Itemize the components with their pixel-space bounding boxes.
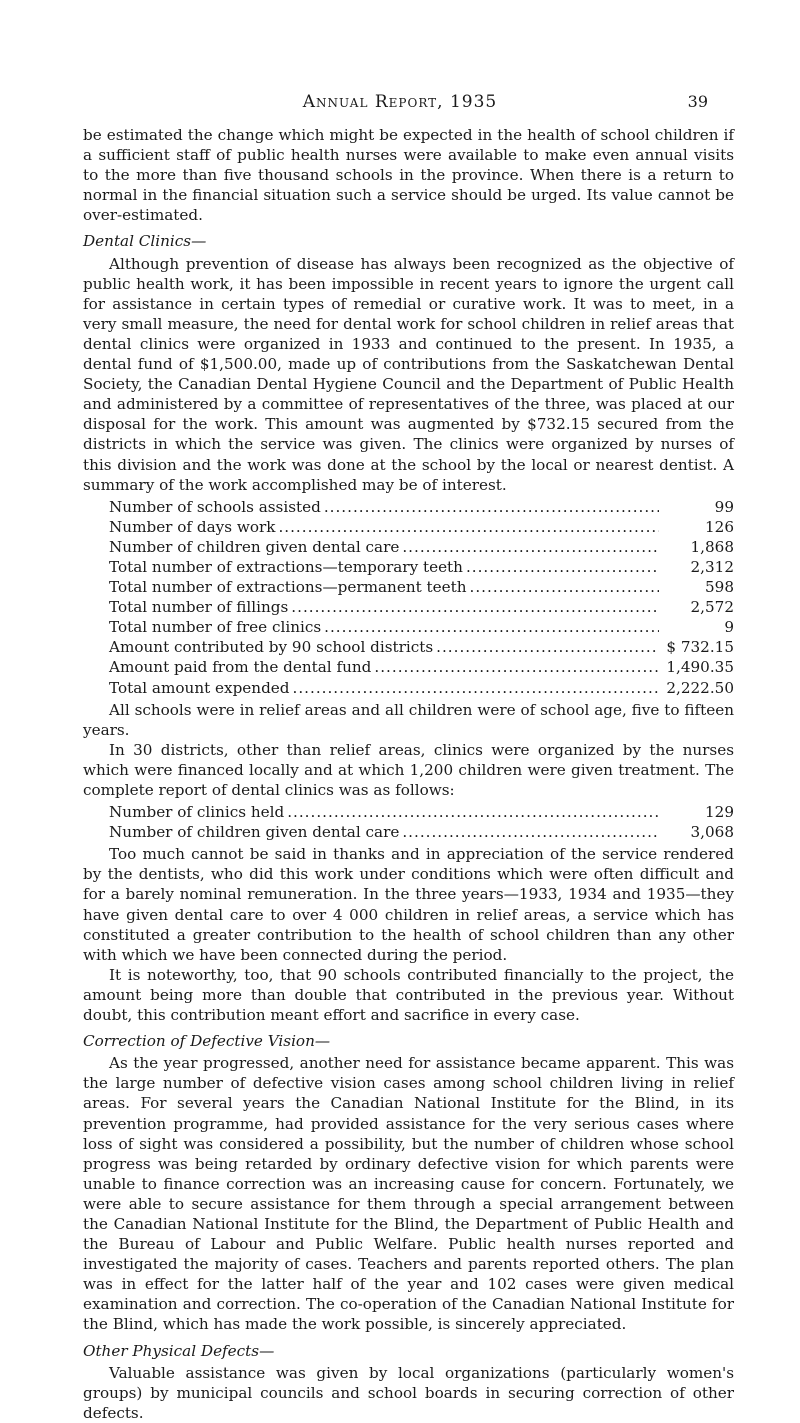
summary-row: [109, 497, 734, 517]
running-title: Annual Report, 1935: [302, 92, 498, 112]
summary-value: 1,490.35: [666, 658, 734, 677]
vision-paragraph-1: As the year progressed, another need for assistance became apparent. This was the large number of defective vision cases among school children living in relief areas. For several years the Canadian National Institute for the Blind, in its prevention programme, had provided assistance for the very serious cases where loss of sight was considered a possibility, but the number of children whose school progress was being retarded by ordinary defective vision for which parents were unable to finance correction was an increasing cause for concern. Fortunately, we were able to secure assistance for them through a special arrangement between the Canadian National Institute for the Blind, the Department of Public Health and the Bureau of Labour and Public Welfare. Public health nurses reported and investigated the majority of cases. Teachers and parents reported others. The plan was in effect for the latter half of the year and 102 cases were given medical examination and correction. The co-operation of the Canadian National Institute for the Blind, which has made the work possible, is sincerely appreciated.: [83, 1054, 734, 1334]
summary-label: Number of schools assisted: [109, 497, 321, 516]
summary-label: Total number of free clinics: [109, 618, 322, 637]
dental-paragraph-5: It is noteworthy, too, that 90 schools contributed financially to the project, the amount being more than double that contributed in the previous year. Without doubt, this contribution meant effort and sacrifice in every case.: [83, 965, 734, 1025]
summary-value: 598: [705, 578, 734, 597]
intro-paragraph: be estimated the change which might be expected in the health of school children if a sufficient staff of public health nurses were available to make even annual visits to the more than five thousand schools in the province. When there is a return to normal in the financial situation such a service should be urged. Its value cannot be over-estimated.: [83, 126, 734, 225]
summary-row: [109, 657, 734, 677]
leader-dots: [466, 557, 659, 577]
vision-heading: Correction of Defective Vision—: [83, 1032, 331, 1051]
summary-label: Number of children given dental care: [109, 537, 400, 556]
summary-value: 99: [714, 497, 734, 516]
complete-report-table: [109, 802, 734, 842]
summary-label: Number of days work: [109, 517, 276, 536]
report-label: Number of children given dental care: [109, 823, 400, 842]
leader-dots: [291, 597, 659, 617]
dental-clinics-heading: Dental Clinics—: [83, 232, 207, 251]
summary-label: Total number of fillings: [109, 598, 289, 617]
leader-dots: [402, 822, 659, 842]
leader-dots: [278, 517, 659, 537]
summary-value: 2,312: [690, 557, 734, 576]
leader-dots: [287, 802, 659, 822]
leader-dots: [324, 497, 659, 517]
report-row: [109, 822, 734, 842]
report-value: 3,068: [690, 823, 734, 842]
summary-label: Amount paid from the dental fund: [109, 658, 372, 677]
other-defects-heading: Other Physical Defects—: [83, 1341, 275, 1360]
summary-row: [109, 678, 734, 698]
summary-label: Total number of extractions—temporary teeth: [109, 557, 463, 576]
summary-label: Total amount expended: [109, 678, 290, 697]
dental-paragraph-2: All schools were in relief areas and all children were of school age, five to fifteen years.: [83, 700, 734, 739]
summary-value: 9: [724, 618, 734, 637]
dental-paragraph-1: Although prevention of disease has always been recognized as the objective of public health work, it has been impossible in recent years to ignore the urgent call for assistance in certain types of remedial or curative work. It was to meet, in a very small measure, the need for dental work for school children in relief areas that dental clinics were organized in 1933 and continued to the present. In 1935, a dental fund of $1,500.00, made up of contributions from the Saskatchewan Dental Society, the Canadian Dental Hygiene Council and the Department of Public Health and administered by a committee of representatives of the three, was placed at our disposal for the work. This amount was augmented by $732.15 secured from the districts in which the service was given. The clinics were organized by nurses of this division and the work was done at the school by the local or nearest dentist. A summary of the work accomplished may be of interest.: [83, 254, 734, 494]
other-defects-paragraph: Valuable assistance was given by local organizations (particularly women's groups) by municipal councils and school boards in securing correction of other defects.: [83, 1363, 734, 1422]
report-value: 129: [705, 803, 734, 822]
summary-label: Total number of extractions—permanent teeth: [109, 578, 467, 597]
summary-value: 2,572: [690, 598, 734, 617]
summary-row: [109, 577, 734, 597]
leader-dots: [470, 577, 659, 597]
summary-row: [109, 537, 734, 557]
report-row: [109, 802, 734, 822]
summary-value: 2,222.50: [666, 678, 734, 697]
summary-row: [109, 517, 734, 537]
summary-row: [109, 637, 734, 657]
dental-paragraph-4: Too much cannot be said in thanks and in appreciation of the service rendered by the dentists, who did this work under conditions which were often difficult and for a barely nominal remuneration. In the three years—1933, 1934 and 1935—they have given dental care to over 4 000 children in relief areas, a service which has constituted a greater contribution to the health of school children than any other with which we have been connected during the period.: [83, 845, 734, 964]
summary-value: $ 732.15: [666, 638, 734, 657]
leader-dots: [402, 537, 659, 557]
leader-dots: [293, 678, 659, 698]
dental-summary-table: [109, 497, 734, 698]
summary-value: 1,868: [690, 537, 734, 556]
summary-row: [109, 557, 734, 577]
summary-row: [109, 597, 734, 617]
dental-paragraph-3: In 30 districts, other than relief areas, clinics were organized by the nurses which were financed locally and at which 1,200 children were given treatment. The complete report of dental clinics was as follows:: [83, 740, 734, 799]
summary-value: 126: [705, 517, 734, 536]
page-number: 39: [687, 92, 708, 111]
summary-row: [109, 617, 734, 637]
leader-dots: [436, 637, 659, 657]
leader-dots: [324, 617, 659, 637]
leader-dots: [374, 657, 659, 677]
page-header: [0, 92, 800, 116]
summary-label: Amount contributed by 90 school districts: [109, 638, 434, 657]
page-body: [83, 125, 734, 1423]
report-label: Number of clinics held: [109, 803, 285, 822]
